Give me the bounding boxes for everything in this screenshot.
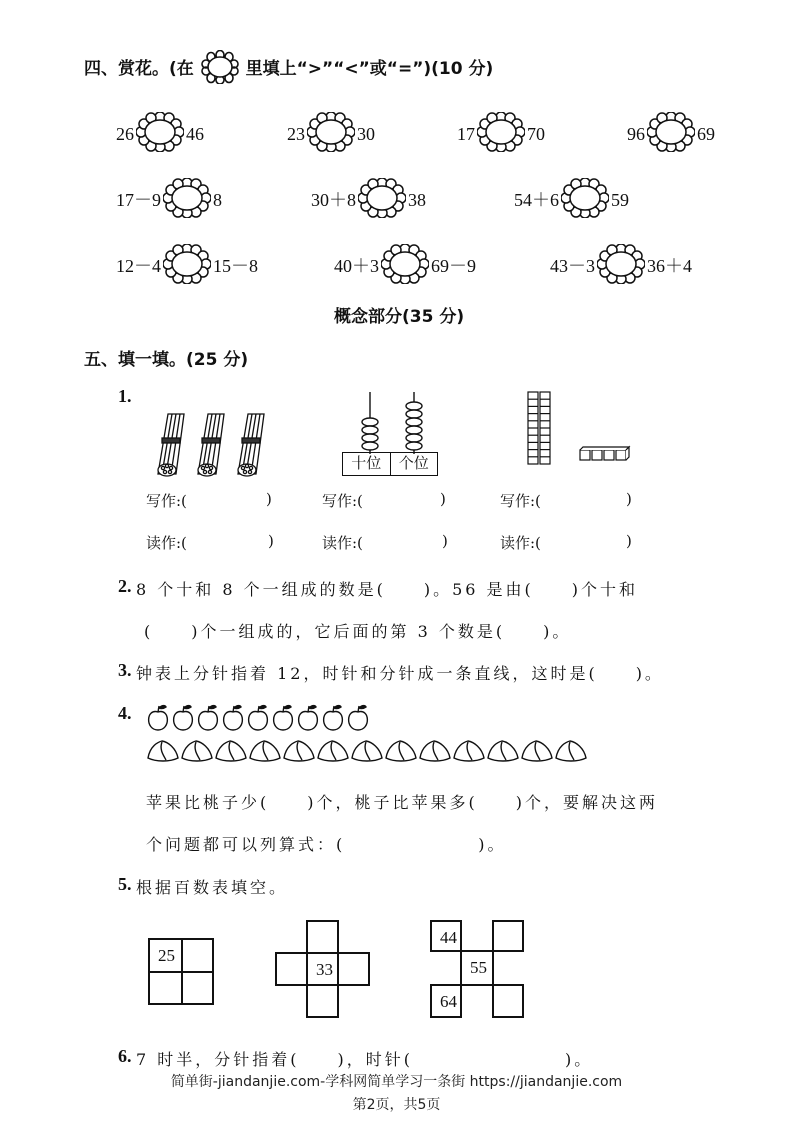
compare-left: 30＋8 xyxy=(311,190,356,210)
compare-right: 36＋4 xyxy=(647,256,692,276)
apple-icon xyxy=(149,706,168,730)
peach-icon xyxy=(182,741,212,761)
peach-icon xyxy=(386,741,416,761)
grid2-value: 33 xyxy=(316,960,333,979)
compare-item xyxy=(287,112,375,152)
apple-icon xyxy=(324,706,343,730)
compare-item xyxy=(116,244,258,284)
compare-left: 26 xyxy=(116,124,134,144)
q1-write-close-3: ) xyxy=(626,490,632,508)
q1-read-label-2: 读作:( xyxy=(322,534,363,552)
apple-icon xyxy=(199,706,218,730)
peach-icon xyxy=(488,741,518,761)
flower-icon[interactable] xyxy=(647,112,695,152)
apples-row-image xyxy=(146,704,426,734)
grid3-cell xyxy=(460,950,494,986)
grid1-value: 25 xyxy=(158,946,175,965)
compare-right: 46 xyxy=(186,124,204,144)
grid3-cell xyxy=(430,920,462,952)
flower-icon[interactable] xyxy=(136,112,184,152)
compare-right: 30 xyxy=(357,124,375,144)
peach-icon xyxy=(454,741,484,761)
q6-number: 6. xyxy=(118,1046,132,1066)
q1-write-label-1: 写作:( xyxy=(146,492,187,510)
q1-write-close-1: ) xyxy=(266,490,272,508)
compare-left: 43－3 xyxy=(550,256,595,276)
apple-icon xyxy=(274,706,293,730)
compare-left: 40＋3 xyxy=(334,256,379,276)
compare-item xyxy=(334,244,476,284)
q1-read-close-2: ) xyxy=(442,532,448,550)
q3-line1: 钟表上分针指着 12，时针和分针成一条直线，这时是( )。 xyxy=(136,664,664,683)
grid3-value-44: 44 xyxy=(440,928,457,947)
flower-icon[interactable] xyxy=(381,244,429,284)
compare-right: 59 xyxy=(611,190,629,210)
section4-title xyxy=(84,50,493,84)
peach-icon xyxy=(522,741,552,761)
grid2-cell xyxy=(306,952,339,986)
peach-icon xyxy=(318,741,348,761)
compare-right: 38 xyxy=(408,190,426,210)
compare-item xyxy=(116,112,204,152)
compare-right: 8 xyxy=(213,190,222,210)
peach-icon xyxy=(148,741,178,761)
grid3-cell xyxy=(430,984,462,1018)
section5-title: 五、填一填。(25 分) xyxy=(84,350,249,370)
q4-line1: 苹果比桃子少( )个，桃子比苹果多( )个，要解决这两 xyxy=(146,793,658,812)
peach-icon xyxy=(556,741,586,761)
concept-title: 概念部分(35 分) xyxy=(334,307,465,327)
abacus-beads-image xyxy=(342,390,438,454)
compare-item xyxy=(550,244,692,284)
grid1-cell xyxy=(148,938,183,973)
stick-bundles-image xyxy=(154,410,272,480)
footer-watermark: 简单街-jiandanjie.com-学科网简单学习一条街 https://jiandanjie.com xyxy=(170,1074,623,1090)
grid2-cell xyxy=(306,920,339,954)
section4-title-prefix: 四、赏花。(在 xyxy=(84,59,194,79)
q1-read-close-1: ) xyxy=(268,532,274,550)
compare-left: 96 xyxy=(627,124,645,144)
compare-left: 23 xyxy=(287,124,305,144)
q3-number: 3. xyxy=(118,660,132,680)
flower-icon[interactable] xyxy=(307,112,355,152)
peach-icon xyxy=(420,741,450,761)
section4-title-suffix: 里填上“>”“<”或“=”)(10 分) xyxy=(245,59,494,79)
flower-icon[interactable] xyxy=(358,178,406,218)
peaches-row-image xyxy=(146,738,606,766)
q1-write-label-3: 写作:( xyxy=(500,492,541,510)
q2-line1: 8 个十和 8 个一组成的数是( )。56 是由( )个十和 xyxy=(136,580,639,599)
compare-item xyxy=(514,178,629,218)
grid2-cell xyxy=(306,984,339,1018)
peach-icon xyxy=(216,741,246,761)
abacus-label-tens: 十位 xyxy=(343,453,391,475)
q1-write-close-2: ) xyxy=(440,490,446,508)
q2-line2: ( )个一组成的，它后面的第 3 个数是( )。 xyxy=(144,622,572,641)
apple-icon xyxy=(174,706,193,730)
abacus-label-ones: 个位 xyxy=(398,454,429,472)
grid1-cell xyxy=(148,971,183,1005)
compare-left: 17 xyxy=(457,124,475,144)
abacus xyxy=(342,390,438,478)
compare-right: 69 xyxy=(697,124,715,144)
peach-icon xyxy=(284,741,314,761)
q1-read-label-1: 读作:( xyxy=(146,534,187,552)
q1-read-label-3: 读作:( xyxy=(500,534,541,552)
apple-icon xyxy=(349,706,368,730)
grid2-cell xyxy=(275,952,308,986)
compare-item xyxy=(116,178,222,218)
flower-icon xyxy=(200,50,240,84)
flower-icon[interactable] xyxy=(597,244,645,284)
footer-page-number: 第2页，共5页 xyxy=(352,1097,441,1113)
grid1-cell xyxy=(181,938,214,973)
compare-item xyxy=(627,112,715,152)
q1-read-close-3: ) xyxy=(626,532,632,550)
ten-rods-and-cubes-image xyxy=(524,388,644,468)
apple-icon xyxy=(249,706,268,730)
peach-icon xyxy=(352,741,382,761)
peach-icon xyxy=(250,741,280,761)
flower-icon[interactable] xyxy=(477,112,525,152)
q1-number: 1. xyxy=(118,386,132,406)
grid3-value-55: 55 xyxy=(470,958,487,977)
q1-write-label-2: 写作:( xyxy=(322,492,363,510)
apple-icon xyxy=(224,706,243,730)
grid3-value-64: 64 xyxy=(440,992,457,1011)
grid3-cell xyxy=(492,984,524,1018)
q4-line2: 个问题都可以列算式：( )。 xyxy=(146,835,507,854)
flower-icon[interactable] xyxy=(561,178,609,218)
compare-left: 17－9 xyxy=(116,190,161,210)
compare-left: 12－4 xyxy=(116,256,161,276)
flower-icon[interactable] xyxy=(163,178,211,218)
grid1-cell xyxy=(181,971,214,1005)
q5-text: 根据百数表填空。 xyxy=(136,878,289,897)
compare-right: 69－9 xyxy=(431,256,476,276)
q6-line1: 7 时半，分针指着( )，时针( )。 xyxy=(136,1050,594,1069)
compare-item xyxy=(311,178,426,218)
q2-number: 2. xyxy=(118,576,132,596)
grid3-cell xyxy=(492,920,524,952)
flower-icon[interactable] xyxy=(163,244,211,284)
q5-number: 5. xyxy=(118,874,132,894)
compare-left: 54＋6 xyxy=(514,190,559,210)
apple-icon xyxy=(299,706,318,730)
compare-item xyxy=(457,112,545,152)
grid2-cell xyxy=(337,952,370,986)
compare-right: 15－8 xyxy=(213,256,258,276)
compare-right: 70 xyxy=(527,124,545,144)
q4-number: 4. xyxy=(118,703,132,723)
